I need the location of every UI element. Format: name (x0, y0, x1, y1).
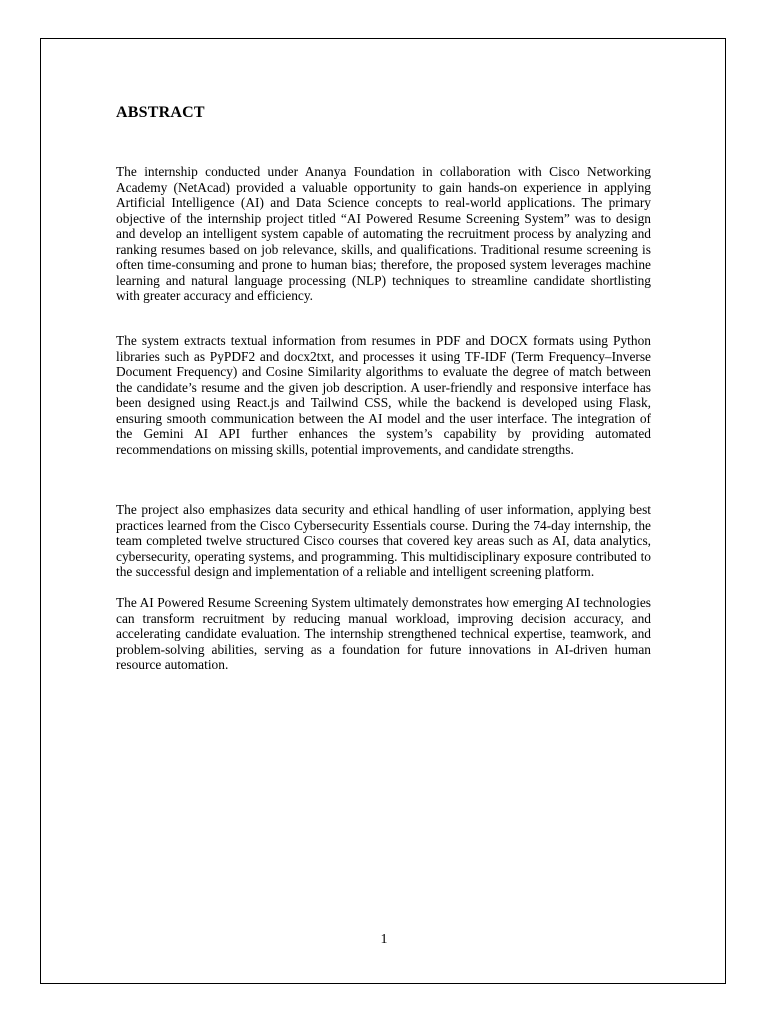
abstract-paragraph-3: The project also emphasizes data security and ethical handling of user information, applying best practices learned from the Cisco Cybersecurity Essentials course. During the 74-day internship, the team completed twelve structured Cisco courses that covered key areas such as AI, data analytics, cybersecurity, operating systems, and programming. This multidisciplinary exposure contributed to the successful design and implementation of a reliable and intelligent screening platform. (116, 502, 651, 579)
abstract-paragraph-1: The internship conducted under Ananya Foundation in collaboration with Cisco Networking Academy (NetAcad) provided a valuable opportunity to gain hands-on experience in applying Artificial Intelligence (AI) and Data Science concepts to real-world applications. The primary objective of the internship project titled “AI Powered Resume Screening System” was to design and develop an intelligent system capable of automating the recruitment process by analyzing and ranking resumes based on job relevance, skills, and qualifications. Traditional resume screening is often time-consuming and prone to human bias; therefore, the proposed system leverages machine learning and natural language processing (NLP) techniques to streamline candidate shortlisting with greater accuracy and efficiency. (116, 164, 651, 303)
page-number: 1 (380, 932, 388, 947)
abstract-paragraph-4: The AI Powered Resume Screening System ultimately demonstrates how emerging AI technologies can transform recruitment by reducing manual workload, improving decision accuracy, and accelerating candidate evaluation. The internship strengthened technical expertise, teamwork, and problem-solving abilities, serving as a foundation for future innovations in AI-driven human resource automation. (116, 595, 651, 672)
abstract-paragraph-2: The system extracts textual information from resumes in PDF and DOCX formats using Python libraries such as PyPDF2 and docx2txt, and processes it using TF-IDF (Term Frequency–Inverse Document Frequency) and Cosine Similarity algorithms to evaluate the degree of match between the candidate’s resume and the given job description. A user-friendly and responsive interface has been designed using React.js and Tailwind CSS, while the backend is developed using Flask, ensuring smooth communication between the AI model and the user interface. The integration of the Gemini AI API further enhances the system’s capability by providing automated recommendations on missing skills, potential improvements, and candidate strengths. (116, 333, 651, 457)
page-title: ABSTRACT (116, 104, 205, 121)
